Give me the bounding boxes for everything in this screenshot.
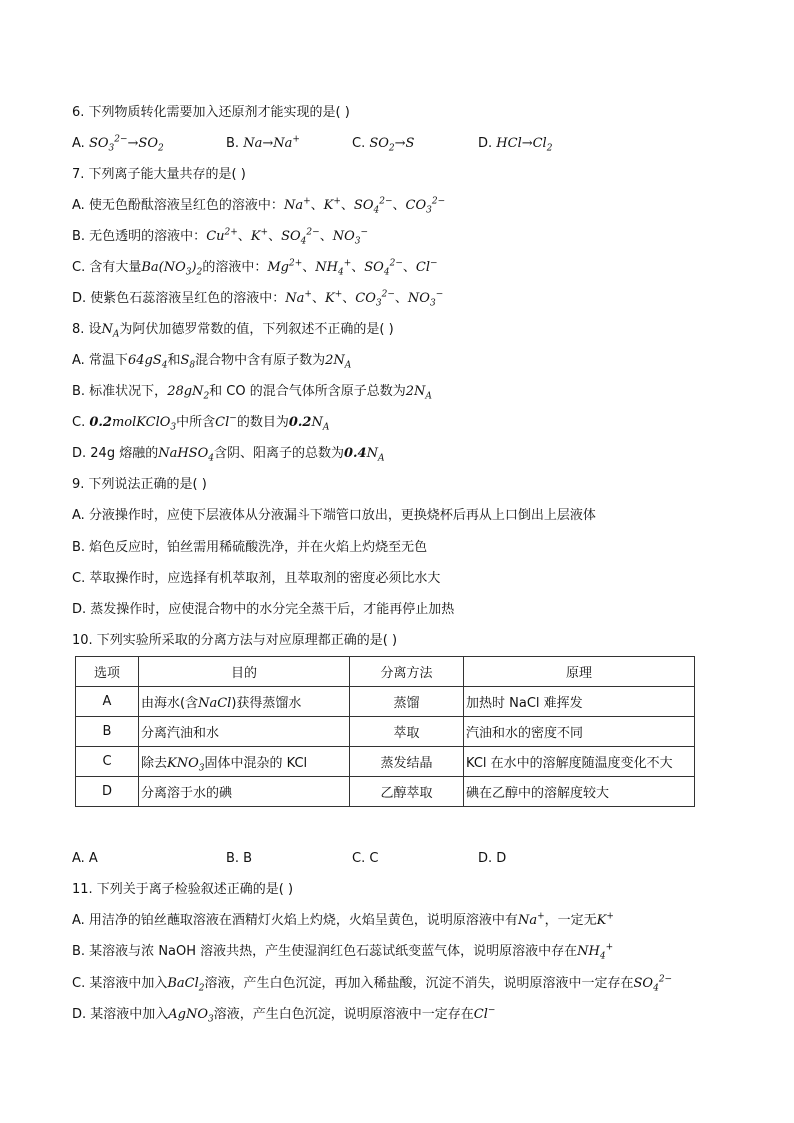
table-row	[76, 777, 695, 807]
separation-table	[75, 656, 695, 807]
q6-option-c: C. $SO_2\to S$	[352, 136, 415, 154]
header-method: 分离方法	[350, 657, 464, 687]
q9-option-a: A. 分液操作时，应使下层液体从分液漏斗下端管口放出，更换烧杯后再从上口倒出上层液体	[72, 508, 596, 523]
q9-option-d: D. 蒸发操作时，应使混合物中的水分完全蒸干后，才能再停止加热	[72, 602, 455, 617]
cell-method: 乙醇萃取	[350, 777, 464, 807]
table-row	[76, 747, 695, 777]
q9-stem: 9. 下列说法正确的是( )	[72, 477, 207, 492]
q11-stem: 11. 下列关于离子检验叙述正确的是( )	[72, 882, 294, 897]
q10-answer-a: A. A	[72, 851, 98, 866]
cell-option: A	[76, 687, 139, 717]
q10-stem: 10. 下列实验所采取的分离方法与对应原理都正确的是( )	[72, 633, 398, 648]
q10-answer-d: D. D	[478, 851, 507, 866]
cell-goal: 除去$KNO_3$固体中混杂的 KCl	[139, 747, 350, 777]
cell-goal: 分离溶于水的碘	[139, 777, 350, 807]
q8-option-a: A. 常温下$64gS_4$和$S_8$混合物中含有原子数为$2N_A$	[72, 353, 352, 371]
cell-method: 蒸发结晶	[350, 747, 464, 777]
q6-option-a: A. $SO_3^{2-}\to SO_2$	[72, 134, 164, 154]
q9-option-b: B. 焰色反应时，铂丝需用稀硫酸洗净，并在火焰上灼烧至无色	[72, 540, 428, 555]
cell-method: 萃取	[350, 717, 464, 747]
table-header-row	[76, 657, 695, 687]
q6-option-b: B. Na→Na+	[226, 134, 300, 151]
header-goal: 目的	[139, 657, 350, 687]
table-row	[76, 717, 695, 747]
q11-option-b: B. 某溶液与浓 NaOH 溶液共热，产生使湿润红色石蕊试纸变蓝气体，说明原溶液中存在$NH_4^+$	[72, 942, 614, 962]
q8-stem: 8. 设$N_A$为阿伏加德罗常数的值，下列叙述不正确的是( )	[72, 322, 394, 340]
q8-option-c: C. 0.2molKClO$_3$中所含Cl−的数目为$0.2N_A$	[72, 413, 330, 433]
cell-option: C	[76, 747, 139, 777]
cell-method: 蒸馏	[350, 687, 464, 717]
q10-answer-c: C. C	[352, 851, 379, 866]
q11-option-a: A. 用洁净的铂丝蘸取溶液在酒精灯火焰上灼烧，火焰呈黄色，说明原溶液中有Na+，一定无K+	[72, 911, 614, 928]
cell-goal: 分离汽油和水	[139, 717, 350, 747]
q7-option-d: D. 使紫色石蕊溶液呈红色的溶液中：Na+、K+、$CO_3^{2-}$、$NO_3^-$	[72, 289, 444, 309]
q7-option-c: C. 含有大量$Ba(NO_3)_2$的溶液中：$Mg^{2+}$、$NH_4^+$、$SO_4^{2-}$、Cl−	[72, 258, 438, 278]
q8-option-b: B. 标准状况下，$28gN_2$和 CO 的混合气体所含原子总数为$2N_A$	[72, 384, 432, 402]
q7-option-b: B. 无色透明的溶液中：$Cu^{2+}$、K+、$SO_4^{2-}$、$NO_3^-$	[72, 227, 369, 247]
header-option: 选项	[76, 657, 139, 687]
q10-answer-b: B. B	[226, 851, 253, 866]
q11-option-c: C. 某溶液中加入BaCl$_2$溶液，产生白色沉淀，再加入稀盐酸，沉淀不消失，说明原溶液中一定存在$SO_4^{2-}$	[72, 974, 673, 994]
q7-stem: 7. 下列离子能大量共存的是( )	[72, 167, 246, 182]
table-row	[76, 687, 695, 717]
header-principle: 原理	[464, 657, 695, 687]
cell-option: B	[76, 717, 139, 747]
cell-option: D	[76, 777, 139, 807]
cell-principle: 汽油和水的密度不同	[464, 717, 695, 747]
q6-option-d: D. $HCl\to Cl_2$	[478, 136, 553, 154]
cell-principle: KCl 在水中的溶解度随温度变化不大	[464, 747, 695, 777]
q9-option-c: C. 萃取操作时，应选择有机萃取剂，且萃取剂的密度必须比水大	[72, 571, 441, 586]
cell-goal: 由海水(含NaCl)获得蒸馏水	[139, 687, 350, 717]
q7-option-a: A. 使无色酚酞溶液呈红色的溶液中：Na+、K+、$SO_4^{2-}$、$CO_3^{2-}$	[72, 196, 446, 216]
cell-principle: 碘在乙醇中的溶解度较大	[464, 777, 695, 807]
cell-principle: 加热时 NaCl 难挥发	[464, 687, 695, 717]
q8-option-d: D. 24g 熔融的NaHSO$_4$含阴、阳离子的总数为$0.4N_A$	[72, 446, 385, 464]
q6-stem: 6. 下列物质转化需要加入还原剂才能实现的是( )	[72, 105, 350, 120]
q11-option-d: D. 某溶液中加入AgNO$_3$溶液，产生白色沉淀，说明原溶液中一定存在Cl−	[72, 1005, 496, 1025]
